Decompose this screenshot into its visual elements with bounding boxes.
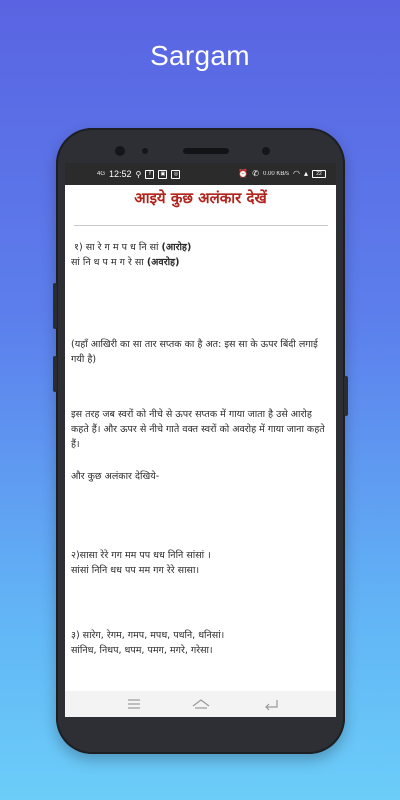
- battery-icon: 22: [312, 170, 326, 178]
- phone-frame: [56, 128, 345, 754]
- menu-icon[interactable]: [124, 697, 144, 711]
- volume-button: [53, 283, 57, 329]
- more-label: और कुछ अलंकार देखिये-: [71, 471, 160, 482]
- alankar-2-line1: २)सासा रेरे गग मम पप धध निनि सांसां ।: [71, 550, 211, 561]
- notification-icon: f: [145, 170, 154, 179]
- alankar-2-line2: सांसां निनि धध पप मम गग रेरे सासा।: [71, 565, 200, 576]
- divider: [74, 225, 328, 226]
- explanation-paragraph: इस तरह जब स्वरों को नीचे से ऊपर सप्तक में गाया जाता है उसे आरोह कहते हैं। और ऊपर से नीचे गाते वक्त स्वरों को अवरोह में गाया जाना कहते हैं।: [71, 409, 325, 450]
- alankar-1: [71, 240, 329, 270]
- note-paragraph: (यहाँ आखिरी का सा तार सप्तक का है अत: इस सा के ऊपर बिंदी लगाई गयी है): [71, 339, 318, 365]
- wifi-icon: ◠: [293, 169, 300, 178]
- back-icon[interactable]: [261, 697, 281, 711]
- signal-icon: ▴: [303, 169, 308, 178]
- content-area[interactable]: [65, 185, 336, 691]
- app-title: Sargam: [150, 40, 250, 71]
- front-camera-icon: [115, 146, 125, 156]
- notification-icon-3: ◎: [171, 170, 180, 179]
- line1-label: (आरोह): [161, 242, 192, 253]
- volume-button-2: [53, 356, 57, 392]
- phone-screen: [65, 163, 336, 717]
- alankar-3-line1: ३) सारेग, रेगम, गमप, मपध, पधनि, धनिसां।: [71, 630, 225, 641]
- alankar-2: [71, 548, 329, 578]
- power-button: [344, 376, 348, 416]
- call-icon: ✆: [252, 169, 259, 178]
- line2-text: सां नि ध प म ग रे सा: [71, 257, 144, 268]
- usb-icon: ⚲: [135, 169, 142, 179]
- sensor-icon: [142, 148, 148, 154]
- navigation-bar: [65, 691, 336, 717]
- page-heading: आइये कुछ अलंकार देखें: [134, 189, 267, 207]
- line2-label: (अवरोह): [146, 257, 180, 268]
- status-bar: [65, 163, 336, 185]
- alarm-icon: ⏰: [238, 169, 249, 178]
- notification-icon-2: ▣: [158, 170, 167, 179]
- home-icon[interactable]: [191, 697, 211, 711]
- sensor-icon-2: [262, 147, 270, 155]
- status-time: 12:52: [109, 169, 132, 179]
- alankar-3: [71, 628, 329, 658]
- network-label: 4G: [97, 171, 106, 177]
- speed-label: 0.00 KB/s: [262, 170, 289, 177]
- earpiece: [183, 148, 229, 154]
- line1-text: १) सा रे ग म प ध नि सां: [74, 242, 159, 253]
- alankar-3-line2: सांनिध, निधप, धपम, पमग, मगरे, गरेसा।: [71, 645, 213, 656]
